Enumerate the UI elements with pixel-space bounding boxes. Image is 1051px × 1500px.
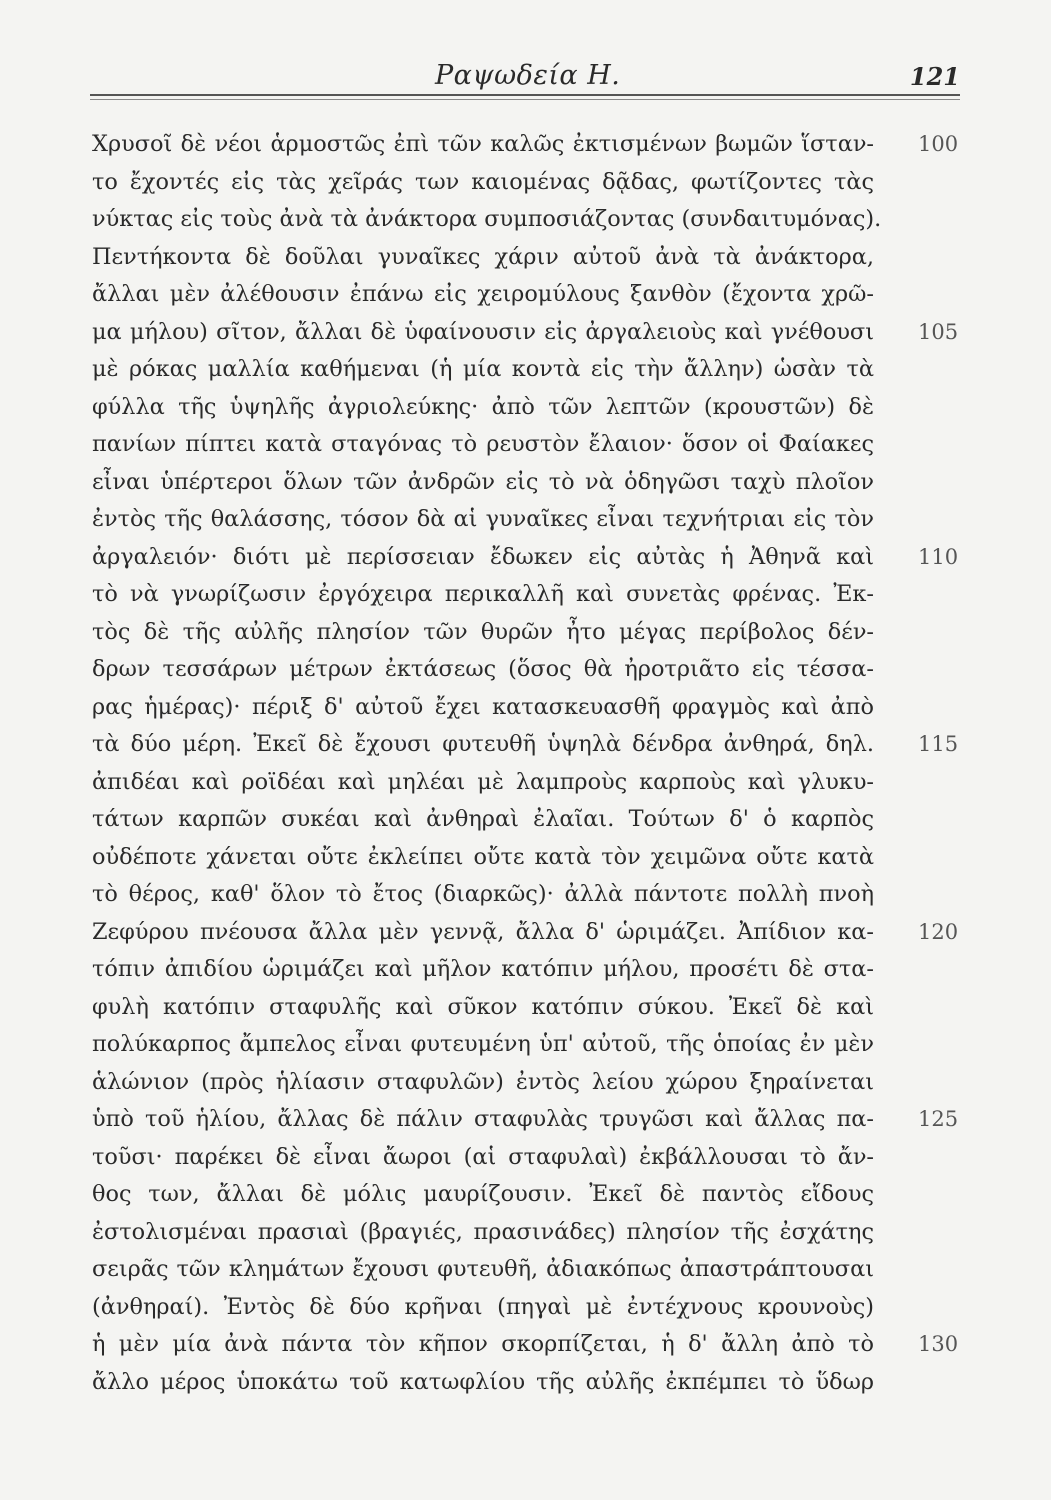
text-body — [92, 126, 959, 1401]
header-rule-thin — [90, 99, 960, 100]
line-text: ἀργαλειόν· διότι μὲ περίσσειαν ἔδωκεν εἰς αὐτὰς ἡ Ἀθηνᾶ καὶ — [92, 543, 874, 570]
line-text: εἶναι ὑπέρτεροι ὅλων τῶν ἀνδρῶν εἰς τὸ νὰ ὁδηγῶσι ταχὺ πλοῖον — [92, 468, 874, 495]
line-text: ἐντὸς τῆς θαλάσσης, τόσον δὰ αἱ γυναῖκες εἶναι τεχνήτριαι εἰς τὸν — [92, 506, 874, 532]
line-text: σειρᾶς τῶν κλημάτων ἔχουσι φυτευθῆ, ἀδιακόπως ἀπαστράπτουσαι — [92, 1256, 874, 1282]
line-text: Ζεφύρου πνέουσα ἄλλα μὲν γεννᾷ, ἄλλα δ' ὡριμάζει. Ἀπίδιον κα- — [92, 918, 874, 945]
text-line — [92, 1251, 882, 1289]
text-line — [92, 239, 882, 277]
line-text: φυλὴ κατόπιν σταφυλῆς καὶ σῦκον κατόπιν σύκου. Ἐκεῖ δὲ καὶ — [92, 993, 874, 1020]
header-rule — [90, 94, 960, 96]
line-text: τὰ δύο μέρη. Ἐκεῖ δὲ ἔχουσι φυτευθῆ ὑψηλὰ δένδρα ἀνθηρά, δηλ. — [92, 731, 874, 757]
line-text: ἐστολισμέναι πρασιαὶ (βραγιές, πρασινάδες) πλησίον τῆς ἐσχάτης — [92, 1218, 874, 1245]
line-text: (ἀνθηραί). Ἐντὸς δὲ δύο κρῆναι (πηγαὶ μὲ ἐντέχνους κρουνοὺς) — [92, 1293, 874, 1320]
line-text: ρας ἡμέρας)· πέριξ δ' αὐτοῦ ἔχει κατασκευασθῆ φραγμὸς καὶ ἀπὸ — [92, 693, 874, 720]
running-title: Ραψωδεία Η. — [435, 60, 621, 91]
text-line — [92, 951, 882, 989]
line-text: φύλλα τῆς ὑψηλῆς ἀγριολεύκης· ἀπὸ τῶν λεπτῶν (κρουστῶν) δὲ — [92, 393, 874, 420]
text-line — [92, 501, 882, 539]
text-line — [92, 1214, 882, 1252]
line-text: ἄλλο μέρος ὑποκάτω τοῦ κατωφλίου τῆς αὐλῆς ἐκπέμπει τὸ ὕδωρ — [92, 1368, 874, 1395]
text-line — [92, 126, 959, 164]
text-line — [92, 276, 882, 314]
text-line — [92, 651, 882, 689]
text-line — [92, 576, 882, 614]
line-text: δρων τεσσάρων μέτρων ἐκτάσεως (ὅσος θὰ ἠροτριᾶτο εἰς τέσσα- — [92, 656, 874, 682]
line-text: μὲ ρόκας μαλλία καθήμεναι (ἡ μία κοντὰ εἰς τὴν ἄλλην) ὡσὰν τὰ — [92, 356, 874, 382]
line-text: τάτων καρπῶν συκέαι καὶ ἀνθηραὶ ἐλαῖαι. Τούτων δ' ὁ καρπὸς — [92, 806, 874, 832]
line-number: 105 — [918, 319, 959, 344]
text-line — [92, 801, 882, 839]
line-number: 115 — [918, 732, 959, 756]
text-line — [92, 689, 882, 727]
text-line — [92, 1289, 882, 1327]
text-line — [92, 464, 882, 502]
line-text: ἄλλαι μὲν ἀλέθουσιν ἐπάνω εἰς χειρομύλους ξανθὸν (ἔχοντα χρῶ- — [92, 281, 874, 307]
line-text: ἀπιδέαι καὶ ροϊδέαι καὶ μηλέαι μὲ λαμπροὺς καρποὺς καὶ γλυκυ- — [92, 768, 874, 795]
line-number: 100 — [918, 132, 959, 156]
text-line — [92, 1139, 882, 1177]
line-text: τοῦσι· παρέκει δὲ εἶναι ἄωροι (αἱ σταφυλαὶ) ἐκβάλλουσαι τὸ ἄν- — [92, 1143, 874, 1170]
text-line — [92, 614, 882, 652]
text-line — [92, 989, 882, 1027]
text-line — [92, 1326, 959, 1364]
text-line — [92, 426, 882, 464]
text-line — [92, 389, 882, 427]
line-text: ὑπὸ τοῦ ἡλίου, ἄλλας δὲ πάλιν σταφυλὰς τρυγῶσι καὶ ἄλλας πα- — [92, 1106, 874, 1132]
line-number: 125 — [918, 1107, 959, 1131]
text-line — [92, 914, 959, 952]
text-line — [92, 164, 882, 202]
text-line — [92, 1101, 959, 1139]
line-text: Πεντήκοντα δὲ δοῦλαι γυναῖκες χάριν αὐτοῦ ἀνὰ τὰ ἀνάκτορα, — [92, 243, 874, 270]
line-text: νύκτας εἰς τοὺς ἀνὰ τὰ ἀνάκτορα συμποσιάζοντας (συνδαιτυμόνας). — [92, 206, 882, 232]
text-line — [92, 1064, 882, 1102]
text-line — [92, 1026, 882, 1064]
page-number: 121 — [909, 62, 960, 91]
line-text: τὸς δὲ τῆς αὐλῆς πλησίον τῶν θυρῶν ἦτο μέγας περίβολος δέν- — [92, 618, 874, 645]
text-line — [92, 201, 882, 239]
line-text: πολύκαρπος ἄμπελος εἶναι φυτευμένη ὑπ' αὐτοῦ, τῆς ὁποίας ἐν μὲν — [92, 1031, 874, 1057]
page-header — [90, 58, 960, 98]
line-text: οὐδέποτε χάνεται οὔτε ἐκλείπει οὔτε κατὰ τὸν χειμῶνα οὔτε κατὰ — [92, 843, 874, 870]
line-text: τὸ θέρος, καθ' ὅλον τὸ ἔτος (διαρκῶς)· ἀλλὰ πάντοτε πολλὴ πνοὴ — [92, 881, 874, 907]
text-line — [92, 539, 959, 577]
line-text: το ἔχοντές εἰς τὰς χεῖράς των καιομένας δᾷδας, φωτίζοντες τὰς — [92, 168, 874, 195]
line-text: πανίων πίπτει κατὰ σταγόνας τὸ ρευστὸν ἔλαιον· ὅσον οἱ Φαίακες — [92, 431, 874, 457]
line-text: τὸ νὰ γνωρίζωσιν ἐργόχειρα περικαλλῆ καὶ συνετὰς φρένας. Ἐκ- — [92, 581, 874, 607]
text-line — [92, 351, 882, 389]
text-line — [92, 314, 959, 352]
line-text: Χρυσοῖ δὲ νέοι ἁρμοστῶς ἐπὶ τῶν καλῶς ἐκτισμένων βωμῶν ἵσταν- — [92, 131, 874, 157]
line-text: θος των, ἄλλαι δὲ μόλις μαυρίζουσιν. Ἐκεῖ δὲ παντὸς εἴδους — [92, 1181, 874, 1207]
line-number: 110 — [918, 544, 959, 569]
line-text: τόπιν ἀπιδίου ὡριμάζει καὶ μῆλον κατόπιν μήλου, προσέτι δὲ στα- — [92, 956, 874, 982]
line-text: μα μήλου) σῖτον, ἄλλαι δὲ ὑφαίνουσιν εἰς ἀργαλειοὺς καὶ γνέθουσι — [92, 318, 874, 345]
text-line — [92, 876, 882, 914]
text-line — [92, 839, 882, 877]
line-number: 120 — [918, 919, 959, 944]
line-text: ἡ μὲν μία ἀνὰ πάντα τὸν κῆπον σκορπίζεται, ἡ δ' ἄλλη ἀπὸ τὸ — [92, 1331, 874, 1357]
text-line — [92, 764, 882, 802]
line-number: 130 — [918, 1332, 959, 1356]
text-line — [92, 1364, 882, 1402]
line-text: ἁλώνιον (πρὸς ἡλίασιν σταφυλῶν) ἐντὸς λείου χώρου ξηραίνεται — [92, 1068, 874, 1095]
text-line — [92, 1176, 882, 1214]
text-line — [92, 726, 959, 764]
